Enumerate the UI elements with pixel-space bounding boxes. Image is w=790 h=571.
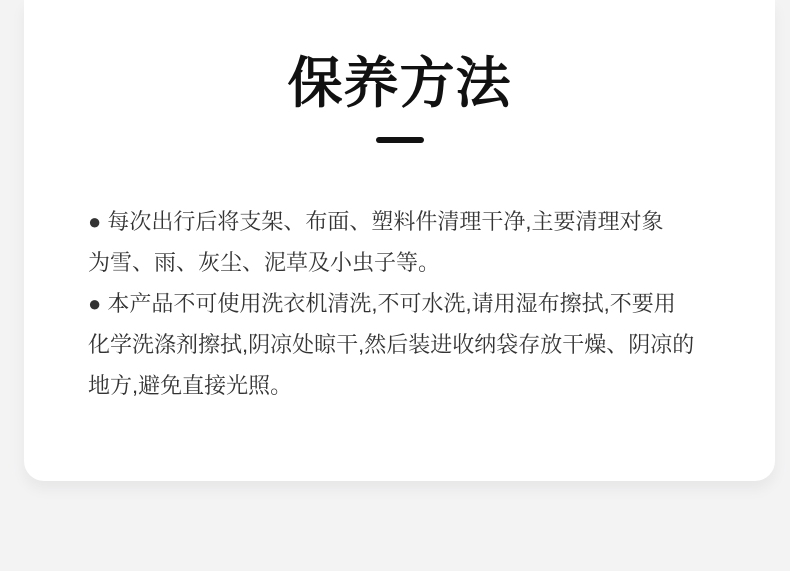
title-divider xyxy=(376,137,424,143)
care-instruction-line: ● 每次出行后将支架、布面、塑料件清理干净,主要清理对象 xyxy=(88,209,664,234)
care-instruction-line: 地方,避免直接光照。 xyxy=(88,373,293,398)
care-instruction-line: ● 本产品不可使用洗衣机清洗,不可水洗,请用湿布擦拭,不要用 xyxy=(88,291,676,316)
care-instructions-text xyxy=(88,201,747,406)
care-instruction-line: 为雪、雨、灰尘、泥草及小虫子等。 xyxy=(88,250,441,275)
care-instruction-line: 化学洗涤剂擦拭,阴凉处晾干,然后装进收纳袋存放干燥、阴凉的 xyxy=(88,332,695,357)
care-bullet-item xyxy=(88,201,747,283)
page-title: 保养方法 xyxy=(287,52,512,114)
care-instructions-card xyxy=(24,0,775,481)
care-bullet-item xyxy=(88,283,747,406)
